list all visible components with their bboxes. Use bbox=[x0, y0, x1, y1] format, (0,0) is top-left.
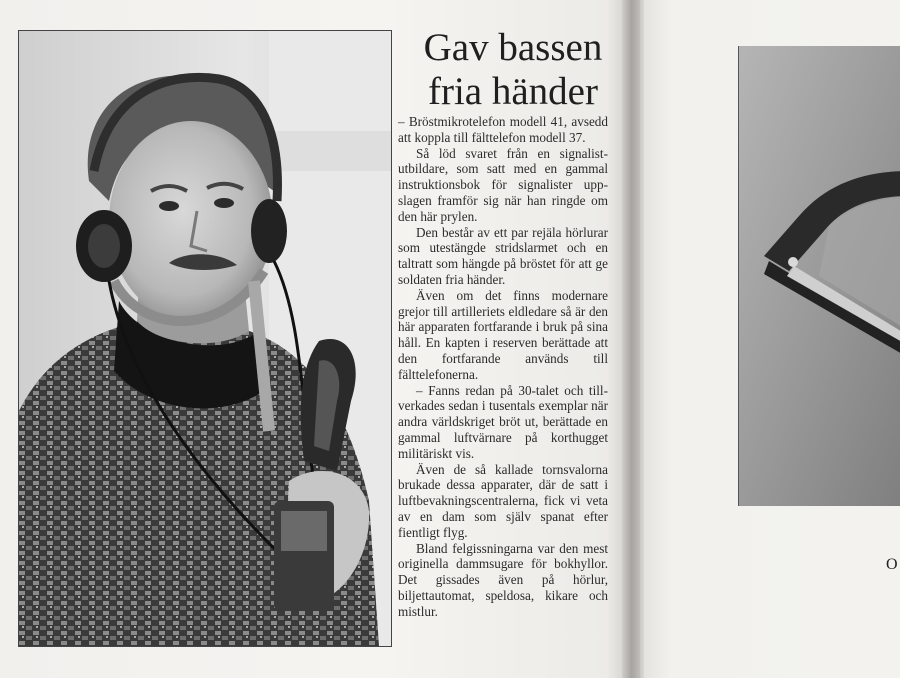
photo-object-closeup bbox=[738, 46, 900, 506]
article-paragraph: – Fanns redan på 30-talet och tillverkades sedan i tusentals exemplar när andra världskriget bröt ut, berättade en gammal luftvärnare på korthugget militäriskt vis. bbox=[398, 382, 608, 461]
title-line-2: fria händer bbox=[428, 70, 598, 113]
photo-object-illustration bbox=[739, 46, 900, 506]
photo-man-illustration bbox=[19, 31, 391, 646]
title-line-1: Gav bassen bbox=[423, 26, 603, 69]
article-paragraph: – Bröstmikrotelefon modell 41, avsedd att koppla till fälttelefon modell 37. bbox=[398, 114, 608, 145]
article-title bbox=[418, 26, 608, 114]
right-page-caption-fragment: O bbox=[886, 556, 898, 573]
book-gutter bbox=[622, 0, 644, 678]
article-paragraph: Så löd svaret från en signalistutbildare, som satt med en gammal instruktionsbok för signalister uppslagen framför sig när han ringde om den här prylen. bbox=[398, 145, 608, 224]
article-body bbox=[398, 114, 608, 620]
article-paragraph: Även om det finns modernare grejor till artilleriets eldledare så är den här apparaten fortfarande i bruk på sina håll. En kapten i reserven berättade att den fortfarande används till fälttelefonerna. bbox=[398, 287, 608, 382]
article-paragraph: Bland felgissningarna var den mest originella dammsugare för bokhyllor. Det gissades även på hörlur, biljettautomat, speldosa, kikare och mistlur. bbox=[398, 540, 608, 619]
photo-man-with-headset bbox=[18, 30, 392, 647]
article-paragraph: Även de så kallade tornsvalorna brukade dessa apparater, där de satt i luftbevakningscentralerna, fick vi veta av en dam som själv spanat efter fientligt flyg. bbox=[398, 461, 608, 540]
article-paragraph: Den består av ett par rejäla hörlurar som utestängde stridslarmet och en taltratt som hängde på bröstet för att ge soldaten fria händer. bbox=[398, 224, 608, 287]
